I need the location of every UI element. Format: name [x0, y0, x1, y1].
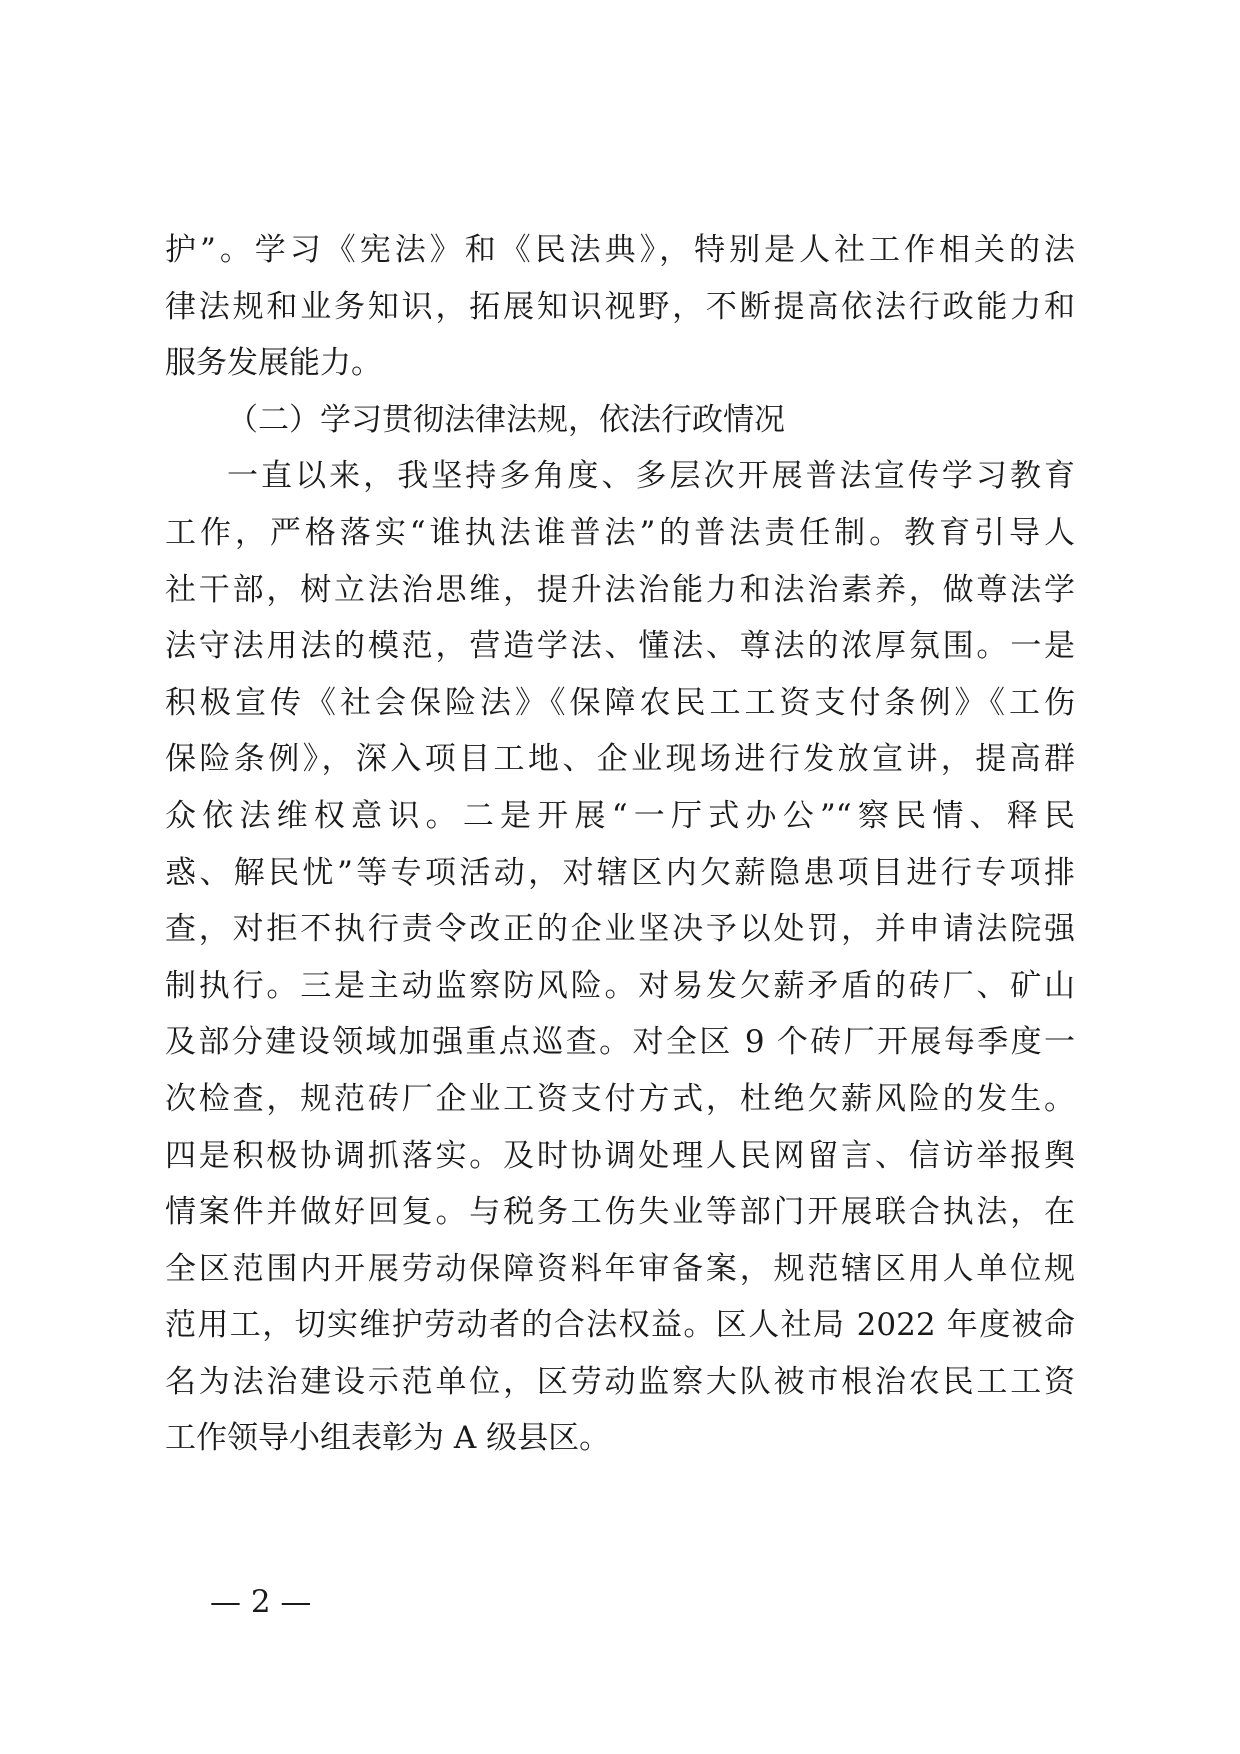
- paragraph-line: 众依法维权意识。二是开展“一厅式办公”“察民情、释民: [165, 797, 1075, 834]
- paragraph-line: 积极宣传《社会保险法》《保障农民工工资支付条例》《工伤: [165, 684, 1075, 721]
- paragraph-line: 惑、解民忧”等专项活动，对辖区内欠薪隐患项目进行专项排: [165, 854, 1075, 891]
- paragraph-line: 全区范围内开展劳动保障资料年审备案，规范辖区用人单位规: [165, 1250, 1075, 1287]
- paragraph-line: 律法规和业务知识，拓展知识视野，不断提高依法行政能力和: [165, 288, 1075, 325]
- paragraph-line: 护”。学习《宪法》和《民法典》，特别是人社工作相关的法: [165, 232, 1075, 268]
- paragraph-line: 情案件并做好回复。与税务工伤失业等部门开展联合执法，在: [165, 1194, 1075, 1231]
- paragraph-line: 及部分建设领域加强重点巡查。对全区 9 个砖厂开展每季度一: [165, 1024, 1075, 1061]
- paragraph-line: 制执行。三是主动监察防风险。对易发欠薪矛盾的砖厂、矿山: [165, 967, 1075, 1004]
- paragraph-line: 社干部，树立法治思维，提升法治能力和法治素养，做尊法学: [165, 571, 1075, 608]
- paragraph-line: 范用工，切实维护劳动者的合法权益。区人社局 2022 年度被命: [165, 1307, 1075, 1344]
- section-heading: （二）学习贯彻法律法规，依法行政情况: [227, 401, 785, 438]
- paragraph-line: 一直以来，我坚持多角度、多层次开展普法宣传学习教育: [227, 458, 1075, 495]
- paragraph-line: 工作，严格落实“谁执法谁普法”的普法责任制。教育引导人: [165, 514, 1075, 551]
- paragraph-line: 服务发展能力。: [165, 345, 382, 382]
- page-number: — 2 —: [210, 1584, 312, 1620]
- paragraph-line: 查，对拒不执行责令改正的企业坚决予以处罚，并申请法院强: [165, 911, 1075, 948]
- paragraph-line: 工作领导小组表彰为 A 级县区。: [165, 1420, 611, 1457]
- paragraph-line: 次检查，规范砖厂企业工资支付方式，杜绝欠薪风险的发生。: [165, 1080, 1075, 1117]
- paragraph-line: 保险条例》，深入项目工地、企业现场进行发放宣讲，提高群: [165, 741, 1075, 778]
- body-text: [165, 222, 1075, 1467]
- paragraph-line: 四是积极协调抓落实。及时协调处理人民网留言、信访举报舆: [165, 1137, 1075, 1174]
- paragraph-line: 法守法用法的模范，营造学法、懂法、尊法的浓厚氛围。一是: [165, 628, 1075, 665]
- paragraph-line: 名为法治建设示范单位，区劳动监察大队被市根治农民工工资: [165, 1363, 1075, 1400]
